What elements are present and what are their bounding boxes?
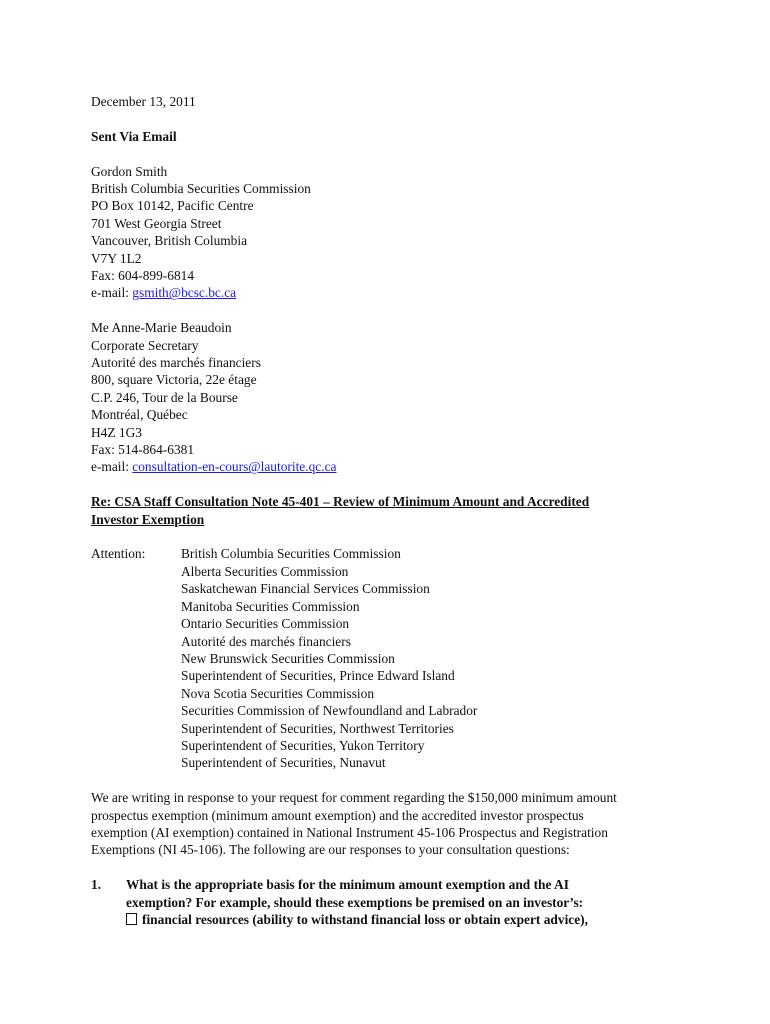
question-1: [91, 876, 671, 928]
attention-item: Nova Scotia Securities Commission: [181, 685, 375, 701]
recipient-1-postal: V7Y 1L2: [91, 250, 142, 266]
recipient-2-address1: 800, square Victoria, 22e étage: [91, 372, 257, 388]
attention-item: Autorité des marchés financiers: [181, 633, 351, 649]
attention-item: Ontario Securities Commission: [181, 616, 350, 632]
attention-item: Superintendent of Securities, Northwest Territories: [181, 720, 454, 736]
recipient-2-title: Corporate Secretary: [91, 337, 199, 353]
recipient-2-email-link[interactable]: consultation-en-cours@lautorite.qc.ca: [132, 459, 337, 475]
attention-label: Attention:: [91, 546, 146, 562]
re-subject-line2: Investor Exemption: [91, 511, 205, 527]
recipient-1-org: British Columbia Securities Commission: [91, 181, 311, 196]
checkbox-icon: [126, 913, 137, 925]
sent-via-label: Sent Via Email: [91, 128, 177, 144]
recipient-1-name: Gordon Smith: [91, 163, 168, 179]
question-option: [126, 911, 671, 928]
recipient-2-postal: H4Z 1G3: [91, 424, 142, 440]
recipient-1-address1: PO Box 10142, Pacific Centre: [91, 198, 254, 214]
attention-item: Securities Commission of Newfoundland and Labrador: [181, 703, 478, 719]
recipient-2-org: Autorité des marchés financiers: [91, 355, 261, 371]
attention-item: Saskatchewan Financial Services Commission: [181, 581, 430, 597]
letter-body: [91, 93, 671, 928]
email-prefix: e-mail:: [91, 285, 133, 301]
attention-item: Manitoba Securities Commission: [181, 598, 360, 614]
attention-item: Superintendent of Securities, Nunavut: [181, 755, 386, 771]
recipient-1-email-line: [91, 284, 671, 301]
letter-date: December 13, 2011: [91, 94, 196, 109]
attention-item: Superintendent of Securities, Yukon Territory: [181, 737, 425, 753]
recipient-1-fax: Fax: 604-899-6814: [91, 268, 195, 284]
email-prefix: e-mail:: [91, 459, 133, 475]
re-subject-line1: Re: CSA Staff Consultation Note 45-401 – Review of Minimum Amount and Accredited: [91, 494, 590, 510]
intro-line: exemption (AI exemption) contained in National Instrument 45-106 Prospectus and Registration: [91, 824, 608, 840]
attention-item: Alberta Securities Commission: [181, 563, 349, 579]
attention-list: [181, 545, 671, 771]
attention-item: New Brunswick Securities Commission: [181, 650, 395, 666]
intro-line: We are writing in response to your request for comment regarding the $150,000 minimum amount: [91, 790, 617, 806]
question-line: exemption? For example, should these exemptions be premised on an investor’s:: [126, 894, 584, 910]
recipient-1-address: [91, 163, 671, 302]
attention-block: [91, 545, 671, 771]
attention-item: British Columbia Securities Commission: [181, 546, 401, 562]
attention-item: Superintendent of Securities, Prince Edward Island: [181, 668, 455, 684]
question-number: 1.: [91, 877, 102, 893]
intro-line: Exemptions (NI 45-106). The following are our responses to your consultation questions:: [91, 842, 570, 858]
question-line: What is the appropriate basis for the minimum amount exemption and the AI: [126, 877, 569, 893]
question-text: [126, 876, 671, 928]
intro-line: prospectus exemption (minimum amount exemption) and the accredited investor prospectus: [91, 807, 584, 823]
intro-paragraph: [91, 789, 671, 859]
recipient-2-city: Montréal, Québec: [91, 407, 188, 423]
recipient-2-address: [91, 319, 671, 476]
recipient-2-address2: C.P. 246, Tour de la Bourse: [91, 389, 238, 405]
recipient-2-name: Me Anne-Marie Beaudoin: [91, 320, 232, 336]
recipient-2-fax: Fax: 514-864-6381: [91, 442, 195, 458]
recipient-1-address2: 701 West Georgia Street: [91, 215, 222, 231]
recipient-2-email-line: [91, 458, 671, 475]
recipient-1-email-link[interactable]: gsmith@bcsc.bc.ca: [132, 285, 237, 301]
question-option-text: financial resources (ability to withstand financial loss or obtain expert advice),: [142, 911, 588, 927]
recipient-1-city: Vancouver, British Columbia: [91, 233, 248, 249]
